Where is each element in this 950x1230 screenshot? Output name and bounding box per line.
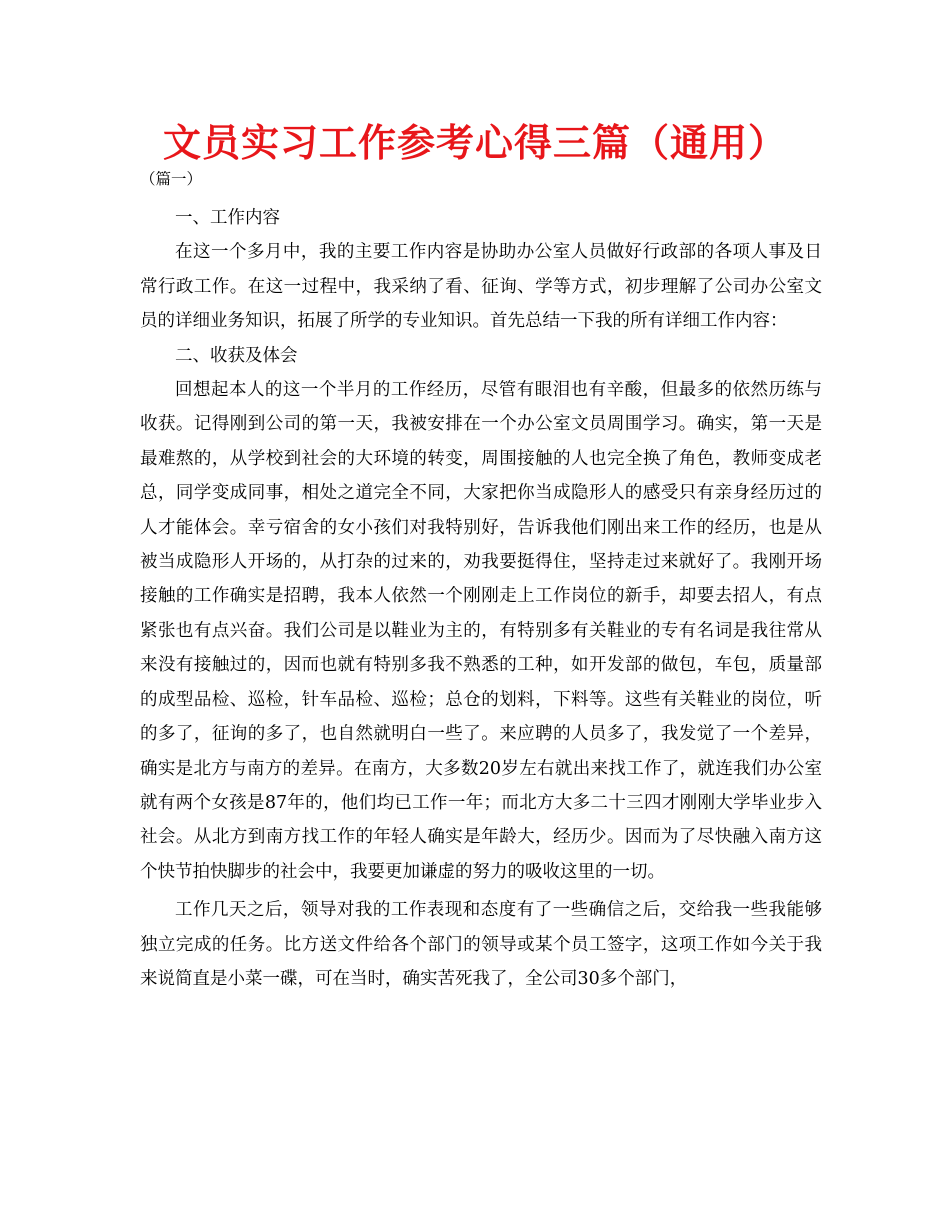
paragraph-work-content: 在这一个多月中，我的主要工作内容是协助办公室人员做好行政部的各项人事及日常行政工作。在这一过程中，我采纳了看、征询、学等方式，初步理解了公司办公室文员的详细业务知识，拓展了所学的专业知识。首先总结一下我的所有详细工作内容：	[140, 242, 822, 332]
part-label: （篇一）	[140, 170, 203, 188]
document-body	[140, 201, 822, 996]
section-heading-gains: 二、收获及体会	[175, 345, 298, 366]
section-heading-work-content: 一、工作内容	[175, 208, 280, 228]
document-title: 文员实习工作参考心得三篇（通用）	[162, 121, 787, 165]
paragraph-later-work: 工作几天之后，领导对我的工作表现和态度有了一些确信之后，交给我一些我能够独立完成的任务。比方送文件给各个部门的领导或某个员工签字，这项工作如今关于我来说简直是小菜一碟，可在当时，确实苦死我了，全公司30多个部门，	[140, 900, 822, 989]
paragraph-gains: 回想起本人的这一个半月的工作经历，尽管有眼泪也有辛酸，但最多的依然历练与收获。记得刚到公司的第一天，我被安排在一个办公室文员周围学习。确实，第一天是最难熬的，从学校到社会的大环境的转变，周围接触的人也完全换了角色，教师变成老总，同学变成同事，相处之道完全不同，大家把你当成隐形人的感受只有亲身经历过的人才能体会。幸亏宿舍的女小孩们对我特别好，告诉我他们刚出来工作的经历，也是从被当成隐形人开场的，从打杂的过来的，劝我要挺得住，坚持走过来就好了。我刚开场接触的工作确实是招聘，我本人依然一个刚刚走上工作岗位的新手，却要去招人，有点紧张也有点兴奋。我们公司是以鞋业为主的，有特别多有关鞋业的专有名词是我往常从来没有接触过的，因而也就有特别多我不熟悉的工种，如开发部的做包，车包，质量部的成型品检、巡检，针车品检、巡检；总仓的划料，下料等。这些有关鞋业的岗位，听的多了，征询的多了，也自然就明白一些了。来应聘的人员多了，我发觉了一个差异，确实是北方与南方的差异。在南方，大多数20岁左右就出来找工作了，就连我们办公室就有两个女孩是87年的，他们均已工作一年；而北方大多二十三四才刚刚大学毕业步入社会。从北方到南方找工作的年轻人确实是年龄大，经历少。因而为了尽快融入南方这个快节拍快脚步的社会中，我要更加谦虚的努力的吸收这里的一切。	[140, 380, 822, 882]
